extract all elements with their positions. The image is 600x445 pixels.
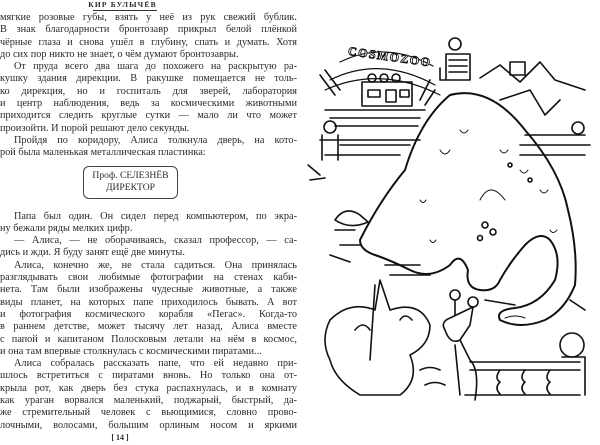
text-line: и она там впервые столкнулась с космическими пиратами... [0,345,262,357]
text-line: кушку здания дирекции. В ракушке помещается не толь- [0,73,297,85]
text-line: шлось встретиться с пиратами вновь. Но только она от- [0,370,297,382]
text-after-plate [0,211,297,432]
running-header-author: КИР БУЛЫЧЁВ [88,0,157,9]
plate-name: Проф. СЕЛЕЗНЁВ [92,169,169,181]
text-line: — Алиса, — не оборачиваясь, сказал профессор, — са- [14,235,297,247]
text-line: разглядывать свои любимые фотографии на стенах каби- [0,272,297,284]
text-line: приходится следить круглые сутки — мало ли что может [0,110,297,122]
text-line: Алиса, конечно же, не стала садиться. Она принялась [14,259,297,271]
text-line: дись и жди. Я буду занят ещё две минуты. [0,247,185,259]
text-line: как ураган ворвался маленький, поджарый, быстрый, да- [0,395,297,407]
text-line: до сих пор никто не знает, о чём думают бронтозавры. [0,48,239,60]
plate-title: ДИРЕКТОР [105,182,156,194]
brontosaurus [360,93,576,325]
text-line: произойти. И порой решают дело секунды. [0,122,190,134]
text-line: с папой и капитаном Полосковым летали на нём в космос, [0,333,297,345]
text-before-plate [0,12,297,160]
text-line: Папа был один. Он сидел перед компьютером, по экра- [14,210,297,222]
door-plate [83,166,178,199]
terrace-ball [572,122,584,134]
header-rule [93,10,157,11]
text-line: От пруда всего два шага до похожего на раскрытую ра- [14,61,297,73]
text-line: и фотография космического корабля «Пегас». Когда-то [0,308,297,320]
mountains [480,62,585,115]
tower [440,38,470,80]
plate-wrap [0,166,297,211]
text-line: лочными, волосами, большим орлиным носом и яркими [0,419,297,431]
brontosaurus-illustration [300,0,600,445]
text-line: и центр наблюдения, ведь за космическими животными [0,98,297,110]
page-text [0,12,297,432]
text-line: чёрные глаза и снова ушёл в глубину, спать и думать. Хотя [0,36,297,48]
text-line: нета. Там были изображены чудесные животные, а также [0,284,297,296]
text-line: Пройдя по коридору, Алиса толкнула дверь, на кото- [14,134,297,146]
text-line: в раннем детстве, может тысячу лет назад, Алиса вместе [0,321,297,333]
rock [335,211,368,226]
pond-water [308,165,585,310]
text-line: В знак благодарности бронтозавр прикрыл белой плёнкой [0,24,297,36]
text-line: виды планет, на которых папе приходилось бывать. А вот [0,296,297,308]
text-line: рой была маленькая металлическая пластинка: [0,147,206,159]
cosmozoo-sign [325,44,440,95]
text-line: мягкие розовые губы, взять у неё из рук свежий бублик. [0,12,297,23]
zoo-building [320,70,435,160]
sign-text: COSMOZOO [347,43,433,70]
text-line: Алиса собралась рассказать папе, что ей недавно при- [14,358,297,370]
text-line: крыла рот, как дверь без стука распахнулась, и в комнату [0,382,297,394]
text-line: ко дирекция, но и госпиталь для зверей, лаборатория [0,85,297,97]
balustrade [465,333,585,395]
text-line: ну бежали ряды мелких цифр. [0,222,133,234]
text-line: же стремительный человек с вьющимися, словно прово- [0,407,297,419]
page-number: [ 14 ] [111,433,129,442]
alice-and-creatures [325,280,478,400]
